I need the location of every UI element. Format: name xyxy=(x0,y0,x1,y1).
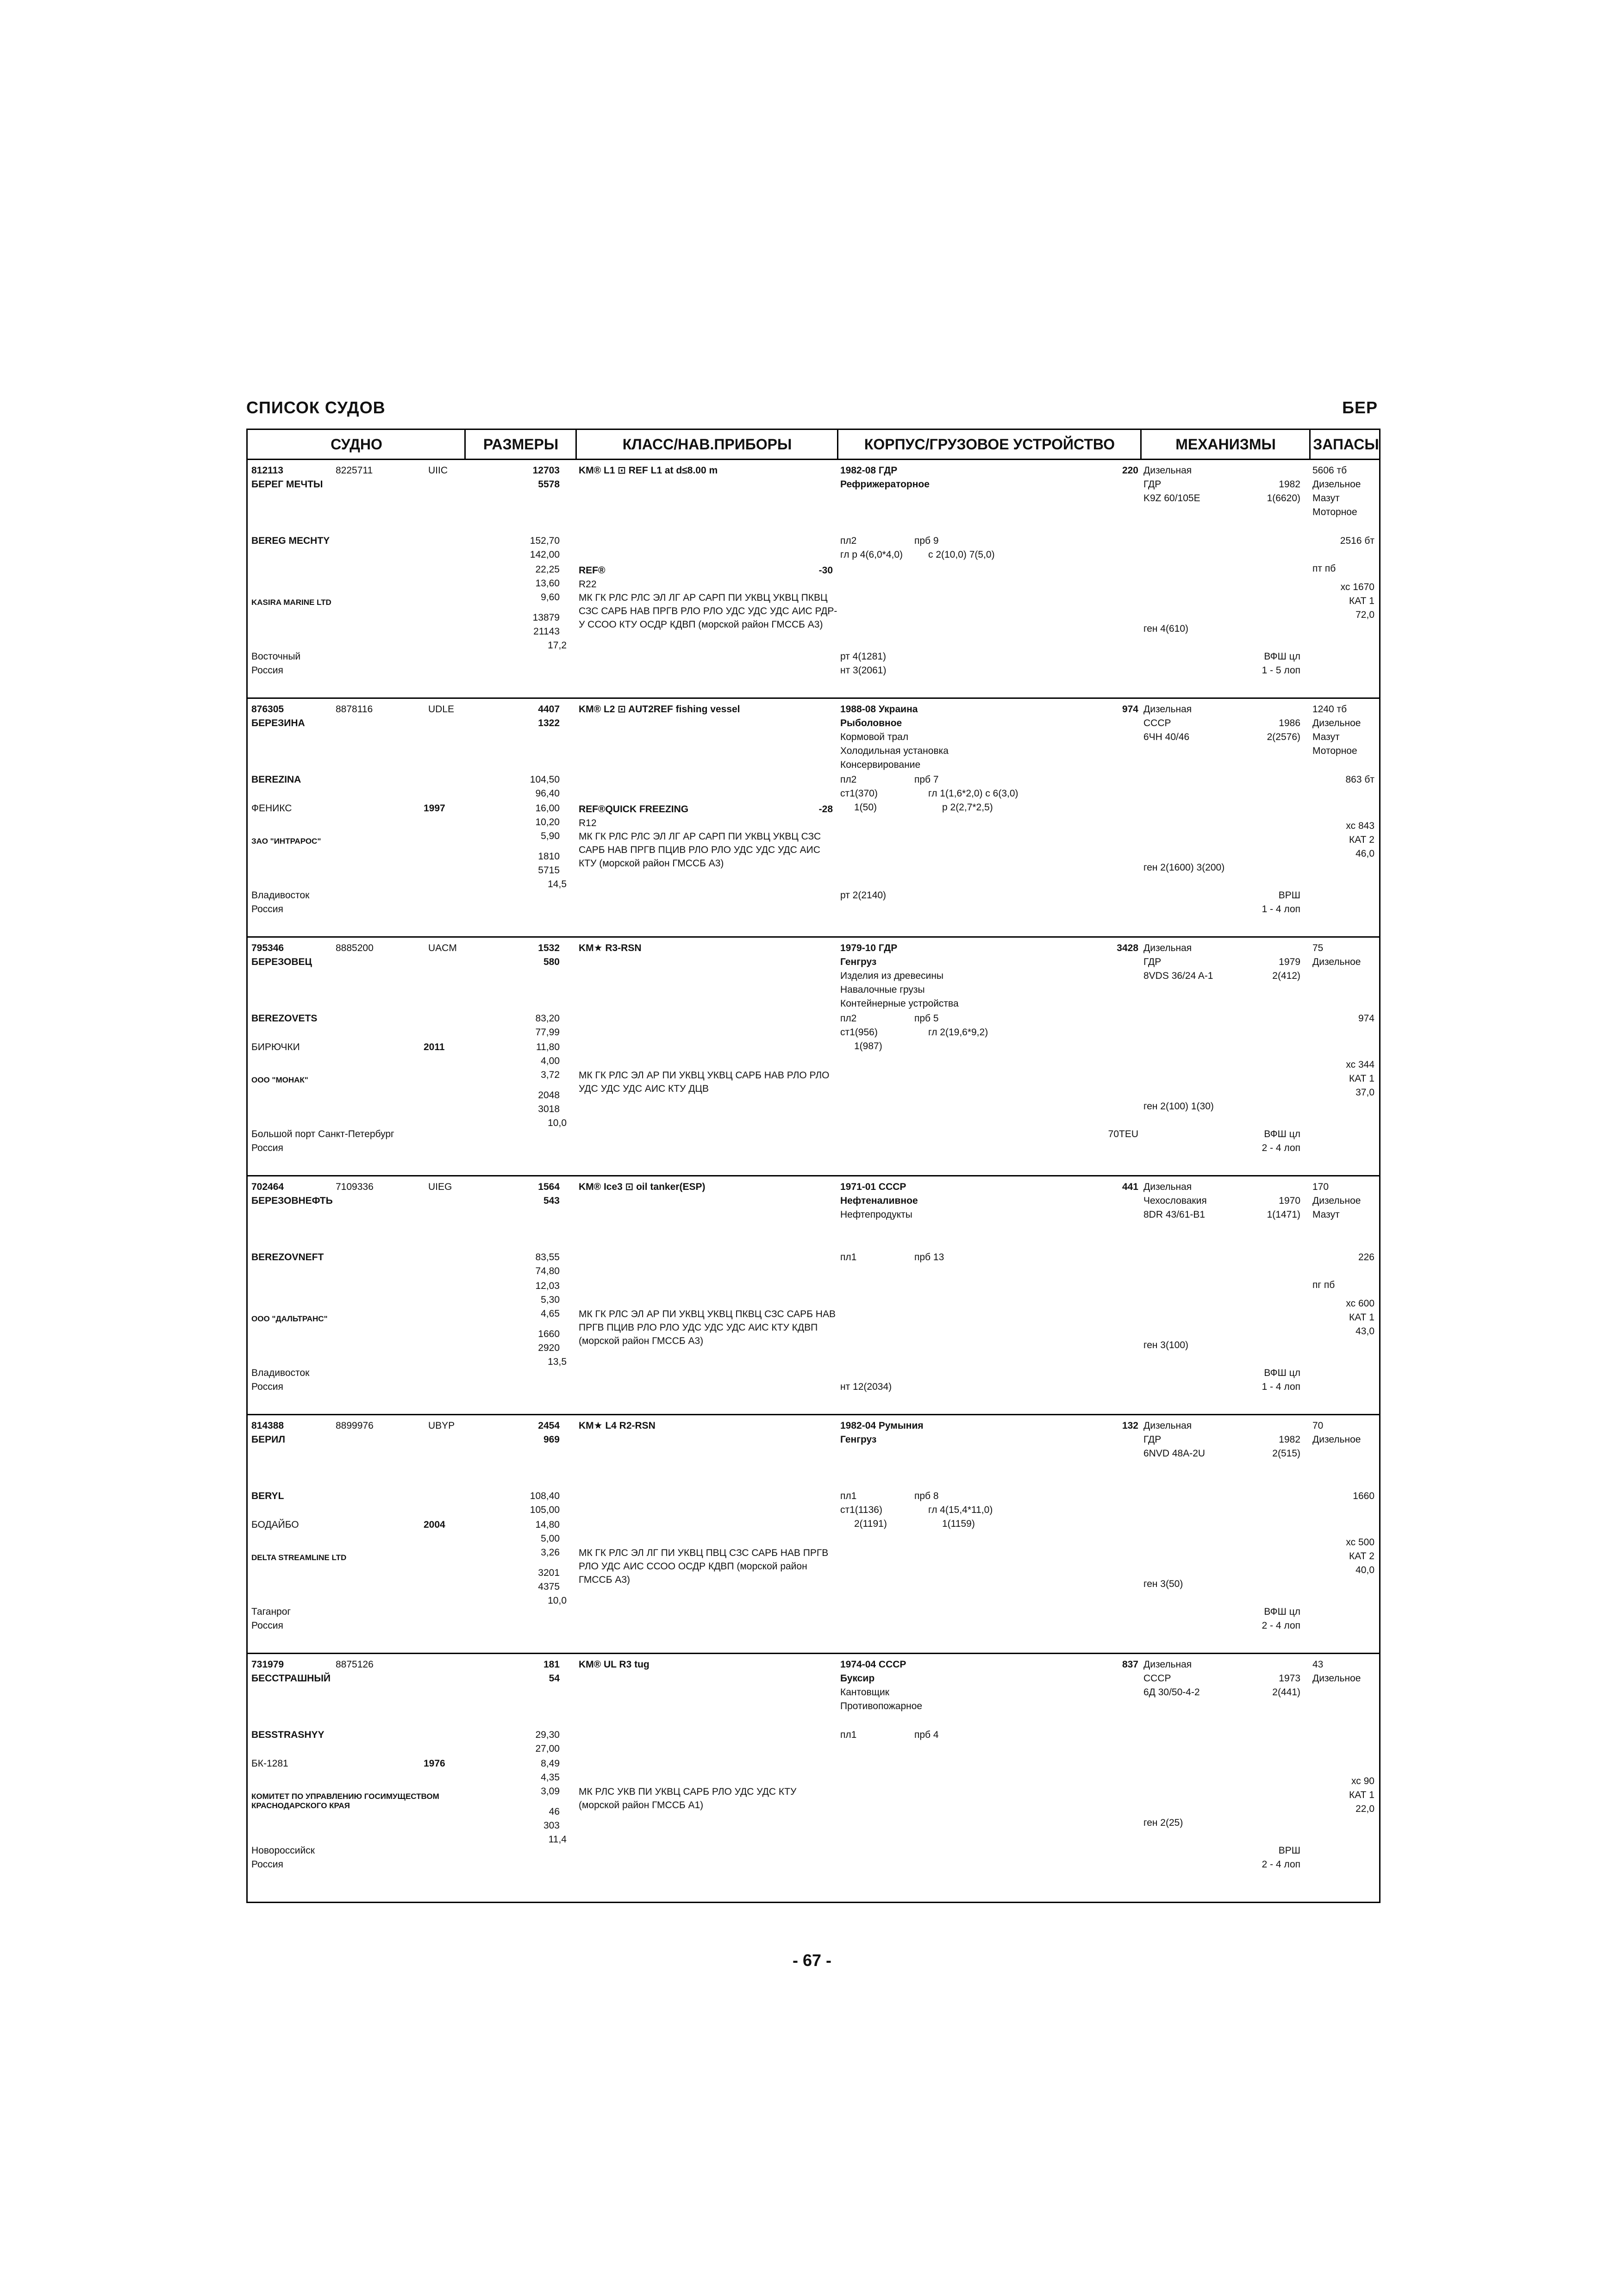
record-hull-year: 1974-04 СССР xyxy=(840,1659,906,1670)
record-sup5: 2516 бт xyxy=(1340,535,1374,546)
record-dimension: 10,20 xyxy=(535,817,560,828)
record-mech-blades: 1 - 5 лоп xyxy=(1262,665,1300,676)
record-sup-xc: хс 600 xyxy=(1346,1298,1374,1309)
record-name: БЕРЕЗИНА xyxy=(251,718,305,728)
record-reg: 876305 xyxy=(251,704,284,715)
record-latin: BEREZOVNEFT xyxy=(251,1252,324,1263)
record-mech-blades: 2 - 4 лоп xyxy=(1262,1620,1300,1631)
record-hull-l3: 2(1191) xyxy=(854,1518,887,1529)
record-latin: BESSTRASHYY xyxy=(251,1730,325,1740)
record-call: UIIC xyxy=(428,465,448,476)
record-hull-l2: гл р 4(6,0*4,0) xyxy=(840,549,903,560)
record-prev-year: 1997 xyxy=(424,803,445,814)
record-mech-year: 1970 xyxy=(1279,1195,1300,1206)
record-dimension: 303 xyxy=(543,1820,560,1831)
record-port: Большой порт Санкт-Петербург xyxy=(251,1129,394,1139)
record-country: Россия xyxy=(251,1381,283,1392)
record-mech-model: 8VDS 36/24 A-1 xyxy=(1143,971,1213,981)
record-dimension: 12703 xyxy=(532,465,560,476)
record-sup-spd: 22,0 xyxy=(1355,1804,1374,1814)
record-dimension: 16,00 xyxy=(535,803,560,814)
record-owner: КОМИТЕТ ПО УПРАВЛЕНИЮ ГОСИМУЩЕСТВОМ КРАСНОДАРСКОГО КРАЯ xyxy=(251,1792,439,1810)
record-hull-num: 837 xyxy=(1122,1659,1138,1670)
record-name: БЕССТРАШНЫЙ xyxy=(251,1673,331,1684)
record-hull-year: 1982-04 Румыния xyxy=(840,1420,924,1431)
record-sup-xc: хс 344 xyxy=(1346,1059,1374,1070)
record-dimension: 54 xyxy=(549,1673,560,1684)
record-imo: 8878116 xyxy=(336,704,373,715)
record-hull-l1b: прб 7 xyxy=(914,774,939,785)
col-header-class: КЛАСС/НАВ.ПРИБОРЫ xyxy=(622,436,792,453)
record-hull-year: 1982-08 ГДР xyxy=(840,465,898,476)
ship-record xyxy=(248,697,1379,938)
record-mech-power: 2(515) xyxy=(1272,1448,1300,1459)
record-mech-blades: 2 - 4 лоп xyxy=(1262,1859,1300,1870)
record-dimension: 1660 xyxy=(538,1329,560,1339)
record-hull-type: Буксир xyxy=(840,1673,875,1684)
record-dimension: 46 xyxy=(549,1806,560,1817)
record-class-sub: REF®QUICK FREEZING xyxy=(579,804,689,815)
record-mech-model: 6Д 30/50-4-2 xyxy=(1143,1687,1200,1698)
col-header-dims: РАЗМЕРЫ xyxy=(483,436,559,453)
record-hull-l2b: гл 2(19,6*9,2) xyxy=(928,1027,988,1038)
record-dimension: 5715 xyxy=(538,865,560,876)
record-sup4: Моторное xyxy=(1312,507,1357,517)
record-sup3: Мазут xyxy=(1312,493,1340,504)
record-dimension: 108,40 xyxy=(530,1491,560,1501)
record-mech-model: 8DR 43/61-B1 xyxy=(1143,1209,1206,1220)
record-sup1: 75 xyxy=(1312,943,1324,953)
record-owner: ООО "МОНАК" xyxy=(251,1076,308,1084)
record-dimension: 3,72 xyxy=(541,1070,560,1080)
record-hull-l2b: гл 1(1,6*2,0) с 6(3,0) xyxy=(928,788,1018,799)
record-hull-type: Нефтепродукты xyxy=(840,1209,912,1220)
record-hull-teu: 70TEU xyxy=(1108,1129,1138,1139)
record-hull-year: 1979-10 ГДР xyxy=(840,943,898,953)
record-hull-l1: пл2 xyxy=(840,1013,857,1024)
record-sup2: Дизельное xyxy=(1312,1195,1361,1206)
col-header-ship: СУДНО xyxy=(331,436,382,453)
record-reg: 814388 xyxy=(251,1420,284,1431)
record-hull-type: Навалочные грузы xyxy=(840,984,925,995)
record-mech-country: ГДР xyxy=(1143,1434,1162,1445)
record-hull-l4: р 2(2,7*2,5) xyxy=(942,802,993,813)
record-port: Восточный xyxy=(251,651,301,662)
record-sup-spd: 43,0 xyxy=(1355,1326,1374,1337)
record-mech-type: Дизельная xyxy=(1143,1182,1192,1192)
ship-record xyxy=(248,1414,1379,1654)
record-prev-name: БК-1281 xyxy=(251,1758,288,1769)
record-port: Владивосток xyxy=(251,1368,310,1378)
record-sup1: 5606 тб xyxy=(1312,465,1347,476)
record-dimension: 4,00 xyxy=(541,1056,560,1066)
record-mech-power: 2(441) xyxy=(1272,1687,1300,1698)
ship-record xyxy=(248,1653,1379,1893)
record-hull-type: Контейнерные устройства xyxy=(840,998,959,1009)
record-class-main: KM® L2 ⊡ AUT2REF fishing vessel xyxy=(579,704,740,715)
ship-record xyxy=(248,936,1379,1176)
record-hull-bot1: рт 4(1281) xyxy=(840,651,887,662)
record-mech-model: 6ЧН 40/46 xyxy=(1143,732,1190,742)
record-sup5: 226 xyxy=(1358,1252,1374,1263)
record-nav: МК ГК РЛС ЭЛ АР ПИ УКВЦ УКВЦ ПКВЦ СЗС САРБ НАВ ПРГВ ПЦИВ РЛО РЛО УДС УДС УДС АИС КТУ КДВП (морской район ГМССБ А3) xyxy=(579,1309,836,1346)
record-class-main: KM® UL R3 tug xyxy=(579,1659,650,1670)
record-mech-type: Дизельная xyxy=(1143,704,1192,715)
record-class-gas: R22 xyxy=(579,579,597,590)
record-hull-l3: 1(987) xyxy=(854,1041,882,1052)
record-hull-l2: ст1(1136) xyxy=(840,1505,882,1515)
record-reg: 702464 xyxy=(251,1182,284,1192)
record-dimension: 10,0 xyxy=(548,1595,567,1606)
record-dimension: 22,25 xyxy=(535,564,560,575)
record-hull-type: Противопожарное xyxy=(840,1701,923,1711)
record-hull-type: Консервирование xyxy=(840,759,921,770)
record-dimension: 11,80 xyxy=(536,1042,560,1052)
record-dimension: 74,80 xyxy=(535,1266,560,1276)
record-hull-type: Генгруз xyxy=(840,1434,877,1445)
record-imo: 7109336 xyxy=(336,1182,374,1192)
record-port: Владивосток xyxy=(251,890,310,901)
record-nav: МК ГК РЛС ЭЛ ЛГ ПИ УКВЦ ПВЦ СЗС САРБ НАВ ПРГВ РЛО УДС АИС ССОО ОСДР КДВП (морской район ГМССБ А3) xyxy=(579,1548,829,1585)
record-sup-spd: 72,0 xyxy=(1355,610,1374,620)
record-hull-type: Рыболовное xyxy=(840,718,902,728)
record-call: UIEG xyxy=(428,1182,452,1192)
record-mech-prop: ВФШ цл xyxy=(1264,651,1300,662)
record-mech-gen: ген 2(1600) 3(200) xyxy=(1143,862,1225,873)
record-dimension: 1564 xyxy=(538,1182,560,1192)
record-mech-prop: ВРШ xyxy=(1278,890,1300,901)
record-dimension: 1810 xyxy=(538,851,560,862)
record-hull-bot2: нт 12(2034) xyxy=(840,1381,892,1392)
record-dimension: 580 xyxy=(543,957,560,967)
record-dimension: 4,65 xyxy=(541,1308,560,1319)
record-hull-num: 220 xyxy=(1122,465,1138,476)
record-hull-bot2: нт 3(2061) xyxy=(840,665,887,676)
record-mech-type: Дизельная xyxy=(1143,1659,1192,1670)
record-hull-type: Нефтеналивное xyxy=(840,1195,918,1206)
record-hull-bot1: рт 2(2140) xyxy=(840,890,887,901)
record-owner: DELTA STREAMLINE LTD xyxy=(251,1553,347,1562)
record-nav: МК ГК РЛС РЛС ЭЛ ЛГ АР САРП ПИ УКВЦ УКВЦ ПКВЦ СЗС САРБ НАВ ПРГВ РЛО РЛО УДС УДС УДС АИС РДР-У ССОО КТУ ОСДР КДВП (морской район ГМССБ А3) xyxy=(579,592,837,630)
page-header-title: СПИСОК СУДОВ xyxy=(246,398,386,417)
record-sup-kat: КАТ 1 xyxy=(1349,1790,1374,1800)
record-sup1: 170 xyxy=(1312,1182,1329,1192)
record-hull-l1: пл1 xyxy=(840,1730,857,1740)
record-class-main: KM★ L4 R2-RSN xyxy=(579,1420,656,1431)
record-class-main: KM★ R3-RSN xyxy=(579,943,642,953)
record-prev-name: ФЕНИКС xyxy=(251,803,292,814)
record-mech-country: СССР xyxy=(1143,1673,1171,1684)
record-sup4: Моторное xyxy=(1312,746,1357,756)
record-sup5: 974 xyxy=(1358,1013,1374,1024)
record-mech-country: СССР xyxy=(1143,718,1171,728)
record-hull-l3: 1(50) xyxy=(854,802,877,813)
record-sup3: Мазут xyxy=(1312,732,1340,742)
record-hull-num: 132 xyxy=(1122,1420,1138,1431)
record-dimension: 83,55 xyxy=(535,1252,560,1263)
record-dimension: 181 xyxy=(543,1659,560,1670)
record-mech-prop: ВФШ цл xyxy=(1264,1368,1300,1378)
record-hull-type: Генгруз xyxy=(840,957,877,967)
record-class-gas: R12 xyxy=(579,818,597,828)
ship-record xyxy=(248,459,1379,699)
record-hull-year: 1971-01 СССР xyxy=(840,1182,906,1192)
record-mech-year: 1973 xyxy=(1279,1673,1300,1684)
record-prev-name: БОДАЙБО xyxy=(251,1519,299,1530)
record-dimension: 29,30 xyxy=(535,1730,560,1740)
record-mech-year: 1986 xyxy=(1279,718,1300,728)
record-imo: 8899976 xyxy=(336,1420,374,1431)
record-dimension: 4375 xyxy=(538,1581,560,1592)
page-header-section: БЕР xyxy=(1342,398,1378,417)
record-country: Россия xyxy=(251,1859,283,1870)
record-mech-gen: ген 2(25) xyxy=(1143,1817,1183,1828)
col-header-supply: ЗАПАСЫ xyxy=(1313,436,1379,453)
record-sup5: 863 бт xyxy=(1345,774,1374,785)
record-sup6: пт пб xyxy=(1312,563,1336,574)
record-sup-kat: КАТ 2 xyxy=(1349,1551,1374,1562)
record-sup1: 43 xyxy=(1312,1659,1324,1670)
col-header-mech: МЕХАНИЗМЫ xyxy=(1175,436,1276,453)
record-sup5: 1660 xyxy=(1353,1491,1374,1501)
record-nav: МК ГК РЛС ЭЛ АР ПИ УКВЦ УКВЦ САРБ НАВ РЛО РЛО УДС УДС УДС АИС КТУ ДЦВ xyxy=(579,1070,830,1094)
record-mech-year: 1982 xyxy=(1279,479,1300,490)
record-country: Россия xyxy=(251,904,283,915)
record-dimension: 83,20 xyxy=(535,1013,560,1024)
record-mech-country: ГДР xyxy=(1143,479,1162,490)
record-mech-power: 2(412) xyxy=(1272,971,1300,981)
record-reg: 795346 xyxy=(251,943,284,953)
record-sup-kat: КАТ 1 xyxy=(1349,1073,1374,1084)
record-mech-blades: 2 - 4 лоп xyxy=(1262,1143,1300,1153)
record-country: Россия xyxy=(251,665,283,676)
record-mech-prop: ВФШ цл xyxy=(1264,1129,1300,1139)
record-sup2: Дизельное xyxy=(1312,718,1361,728)
record-dimension: 969 xyxy=(543,1434,560,1445)
ship-table xyxy=(246,429,1380,1903)
record-sup2: Дизельное xyxy=(1312,1434,1361,1445)
record-sup-kat: КАТ 2 xyxy=(1349,834,1374,845)
record-mech-year: 1979 xyxy=(1279,957,1300,967)
record-owner: ООО "ДАЛЬТРАНС" xyxy=(251,1314,328,1323)
record-hull-l1b: прб 9 xyxy=(914,535,939,546)
record-dimension: 11,4 xyxy=(548,1834,567,1845)
record-dimension: 3,26 xyxy=(541,1547,560,1558)
record-dimension: 543 xyxy=(543,1195,560,1206)
record-class-temp: -28 xyxy=(818,804,833,815)
record-mech-gen: ген 2(100) 1(30) xyxy=(1143,1101,1214,1112)
record-sup-xc: хс 843 xyxy=(1346,821,1374,831)
record-sup6: пг пб xyxy=(1312,1280,1335,1290)
record-reg: 812113 xyxy=(251,465,283,476)
record-mech-blades: 1 - 4 лоп xyxy=(1262,1381,1300,1392)
record-mech-prop: ВРШ xyxy=(1278,1845,1300,1856)
record-dimension: 12,03 xyxy=(535,1281,560,1291)
record-sup3: Мазут xyxy=(1312,1209,1340,1220)
record-port: Новороссийск xyxy=(251,1845,315,1856)
record-imo: 8225711 xyxy=(336,465,373,476)
record-hull-type: Кантовщик xyxy=(840,1687,889,1698)
record-name: БЕРИЛ xyxy=(251,1434,285,1445)
record-sup-spd: 40,0 xyxy=(1355,1565,1374,1575)
record-port: Таганрог xyxy=(251,1606,291,1617)
record-sup1: 70 xyxy=(1312,1420,1324,1431)
record-mech-blades: 1 - 4 лоп xyxy=(1262,904,1300,915)
record-dimension: 5,90 xyxy=(541,831,560,841)
record-dimension: 5,30 xyxy=(541,1294,560,1305)
record-sup1: 1240 тб xyxy=(1312,704,1347,715)
record-dimension: 8,49 xyxy=(541,1758,560,1769)
record-hull-num: 3428 xyxy=(1117,943,1138,953)
record-country: Россия xyxy=(251,1143,283,1153)
record-hull-l4: 1(1159) xyxy=(942,1518,975,1529)
record-hull-year: 1988-08 Украина xyxy=(840,704,918,715)
record-dimension: 9,60 xyxy=(541,592,560,603)
record-dimension: 2920 xyxy=(538,1343,560,1353)
record-nav: МК РЛС УКВ ПИ УКВЦ САРБ РЛО УДС УДС КТУ (морской район ГМССБ А1) xyxy=(579,1786,797,1811)
record-hull-l1b: прб 5 xyxy=(914,1013,939,1024)
record-dimension: 21143 xyxy=(533,626,560,637)
record-mech-type: Дизельная xyxy=(1143,465,1192,476)
record-mech-type: Дизельная xyxy=(1143,943,1192,953)
record-hull-l2b: с 2(10,0) 7(5,0) xyxy=(928,549,995,560)
record-dimension: 142,00 xyxy=(530,549,560,560)
record-dimension: 152,70 xyxy=(530,535,560,546)
record-hull-l2b: гл 4(15,4*11,0) xyxy=(928,1505,993,1515)
record-dimension: 14,80 xyxy=(535,1519,560,1530)
record-hull-num: 441 xyxy=(1122,1182,1138,1192)
record-class-main: KM® Ice3 ⊡ oil tanker(ESP) xyxy=(579,1182,706,1192)
record-dimension: 105,00 xyxy=(530,1505,560,1515)
record-dimension: 2048 xyxy=(538,1090,560,1101)
record-dimension: 77,99 xyxy=(535,1027,560,1038)
record-mech-gen: ген 4(610) xyxy=(1143,623,1189,634)
record-dimension: 14,5 xyxy=(548,879,567,890)
record-hull-l1b: прб 8 xyxy=(914,1491,939,1501)
record-country: Россия xyxy=(251,1620,283,1631)
record-class-sub: REF® xyxy=(579,565,606,576)
record-nav: МК ГК РЛС РЛС ЭЛ ЛГ АР САРП ПИ УКВЦ УКВЦ СЗС САРБ НАВ ПРГВ ПЦИВ РЛО РЛО УДС УДС УДС АИС КТУ (морской район ГМССБ А3) xyxy=(579,831,821,869)
record-mech-model: 6NVD 48A-2U xyxy=(1143,1448,1206,1459)
record-hull-l1: пл1 xyxy=(840,1491,857,1501)
record-latin: BEREZINA xyxy=(251,774,301,785)
record-hull-l1b: прб 4 xyxy=(914,1730,939,1740)
record-mech-year: 1982 xyxy=(1279,1434,1300,1445)
record-name: БЕРЕЗОВНЕФТЬ xyxy=(251,1195,333,1206)
record-dimension: 96,40 xyxy=(535,788,560,799)
record-hull-l1: пл2 xyxy=(840,774,857,785)
record-reg: 731979 xyxy=(251,1659,284,1670)
record-hull-l2: ст1(956) xyxy=(840,1027,878,1038)
record-dimension: 13,60 xyxy=(535,578,560,589)
record-sup-spd: 37,0 xyxy=(1355,1087,1374,1098)
ship-record xyxy=(248,1175,1379,1415)
record-dimension: 27,00 xyxy=(535,1743,560,1754)
record-mech-type: Дизельная xyxy=(1143,1420,1192,1431)
record-dimension: 5578 xyxy=(538,479,560,490)
record-dimension: 4,35 xyxy=(541,1772,560,1783)
record-sup2: Дизельное xyxy=(1312,957,1361,967)
record-mech-prop: ВФШ цл xyxy=(1264,1606,1300,1617)
record-class-main: KM® L1 ⊡ REF L1 at d≤8.00 m xyxy=(579,465,718,476)
record-prev-year: 2011 xyxy=(424,1042,445,1052)
record-hull-l2: ст1(370) xyxy=(840,788,878,799)
record-dimension: 5,00 xyxy=(541,1533,560,1544)
record-sup-spd: 46,0 xyxy=(1355,848,1374,859)
record-mech-model: K9Z 60/105E xyxy=(1143,493,1200,504)
record-class-temp: -30 xyxy=(818,565,833,576)
record-sup2: Дизельное xyxy=(1312,479,1361,490)
record-imo: 8885200 xyxy=(336,943,374,953)
record-mech-country: Чехословакия xyxy=(1143,1195,1207,1206)
record-dimension: 3,09 xyxy=(541,1786,560,1797)
record-dimension: 3201 xyxy=(538,1568,560,1578)
record-dimension: 1532 xyxy=(538,943,560,953)
record-imo: 8875126 xyxy=(336,1659,374,1670)
record-name: БЕРЕГ МЕЧТЫ xyxy=(251,479,323,490)
record-dimension: 104,50 xyxy=(530,774,560,785)
record-hull-type: Изделия из древесины xyxy=(840,971,944,981)
record-prev-year: 1976 xyxy=(424,1758,445,1769)
record-call: UBYP xyxy=(428,1420,455,1431)
record-hull-type: Холодильная установка xyxy=(840,746,949,756)
record-mech-power: 1(6620) xyxy=(1267,493,1300,504)
page-number: - 67 - xyxy=(792,1951,832,1970)
record-hull-l1: пл1 xyxy=(840,1252,857,1263)
record-mech-power: 2(2576) xyxy=(1267,732,1300,742)
record-dimension: 10,0 xyxy=(548,1118,567,1128)
record-latin: BEREG MECHTY xyxy=(251,535,330,546)
record-latin: BEREZOVETS xyxy=(251,1013,318,1024)
record-sup2: Дизельное xyxy=(1312,1673,1361,1684)
record-dimension: 13,5 xyxy=(548,1356,567,1367)
record-hull-num: 974 xyxy=(1122,704,1138,715)
record-sup-kat: КАТ 1 xyxy=(1349,1312,1374,1323)
record-mech-country: ГДР xyxy=(1143,957,1162,967)
record-mech-gen: ген 3(100) xyxy=(1143,1340,1189,1350)
record-owner: KASIRA MARINE LTD xyxy=(251,598,331,607)
record-hull-type: Рефрижераторное xyxy=(840,479,930,490)
record-sup-xc: хс 500 xyxy=(1346,1537,1374,1548)
record-dimension: 2454 xyxy=(538,1420,560,1431)
record-sup-kat: КАТ 1 xyxy=(1349,596,1374,606)
record-mech-power: 1(1471) xyxy=(1267,1209,1300,1220)
record-call: UDLE xyxy=(428,704,455,715)
record-sup-xc: хс 1670 xyxy=(1340,582,1374,592)
record-dimension: 4407 xyxy=(538,704,560,715)
record-latin: BERYL xyxy=(251,1491,284,1501)
record-mech-gen: ген 3(50) xyxy=(1143,1579,1183,1589)
record-dimension: 1322 xyxy=(538,718,560,728)
col-header-hull: КОРПУС/ГРУЗОВОЕ УСТРОЙСТВО xyxy=(864,436,1115,453)
record-dimension: 17,2 xyxy=(548,640,567,651)
record-prev-name: БИРЮЧКИ xyxy=(251,1042,300,1052)
record-dimension: 13879 xyxy=(532,612,560,623)
record-call: UACM xyxy=(428,943,457,953)
record-hull-l1: пл2 xyxy=(840,535,857,546)
record-name: БЕРЕЗОВЕЦ xyxy=(251,957,312,967)
record-dimension: 3018 xyxy=(538,1104,560,1114)
record-hull-type: Кормовой трал xyxy=(840,732,909,742)
record-hull-l1b: прб 13 xyxy=(914,1252,944,1263)
record-sup-xc: хс 90 xyxy=(1351,1776,1374,1786)
record-owner: ЗАО "ИНТРАРОС" xyxy=(251,837,321,846)
record-prev-year: 2004 xyxy=(424,1519,445,1530)
